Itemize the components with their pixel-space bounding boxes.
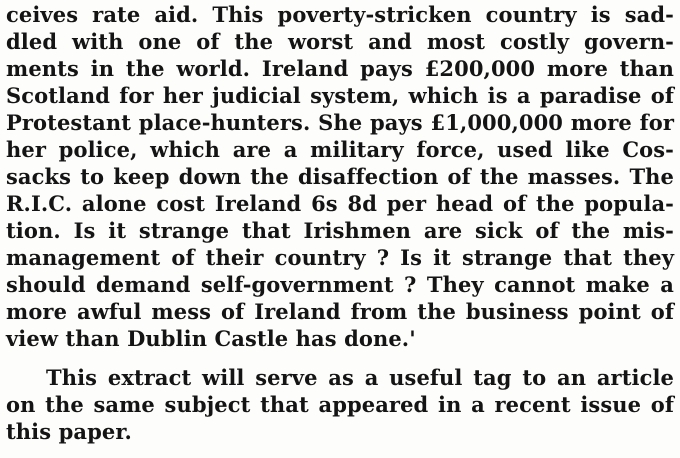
text-line: management of their country ? Is it strange that they	[6, 245, 674, 270]
text-line: dled with one of the worst and most costly govern-	[6, 29, 674, 54]
text-line: more awful mess of Ireland from the business point of	[6, 299, 674, 324]
text-line: sacks to keep down the disaffection of the masses. The	[6, 164, 674, 189]
text-line: R.I.C. alone cost Ireland 6s 8d per head of the popula-	[6, 191, 674, 216]
text-line: Protestant place-hunters. She pays £1,000,000 more for	[6, 110, 674, 135]
text-line: this paper.	[6, 419, 132, 444]
text-line: This extract will serve as a useful tag to an article	[46, 365, 674, 390]
text-line: her police, which are a military force, used like Cos-	[6, 137, 674, 162]
text-line: should demand self-government ? They cannot make a	[6, 272, 674, 297]
text-line: view than Dublin Castle has done.'	[6, 326, 416, 351]
text-line: ceives rate aid. This poverty-stricken country is sad-	[6, 2, 674, 27]
text-line: ments in the world. Ireland pays £200,000 more than	[6, 56, 674, 81]
text-line: Scotland for her judicial system, which is a paradise of	[6, 83, 674, 108]
text-line: tion. Is it strange that Irishmen are sick of the mis-	[6, 218, 674, 243]
text-line: on the same subject that appeared in a recent issue of	[6, 392, 674, 417]
